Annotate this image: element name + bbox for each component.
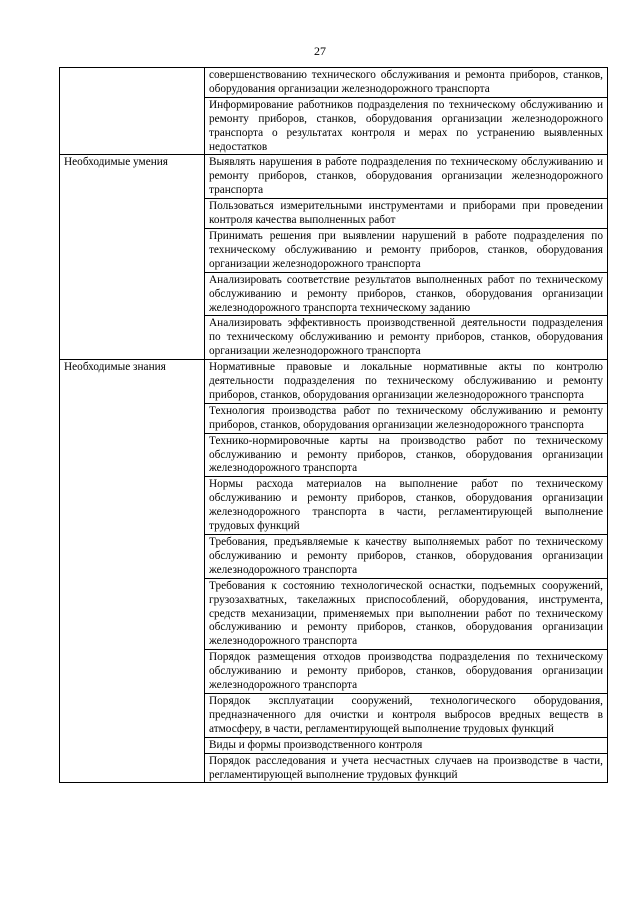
section-item: Выявлять нарушения в работе подразделения по техническому обслуживанию и ремонту приборов, станков, оборудования организации железнодорожного транспорта <box>205 155 608 199</box>
table-row <box>60 155 608 199</box>
section-item: Порядок расследования и учета несчастных случаев на производстве в части, регламентирующей выполнение трудовых функций <box>205 753 608 783</box>
table-body <box>60 68 608 783</box>
section-item: Нормы расхода материалов на выполнение работ по техническому обслуживанию и ремонту приборов, станков, оборудования организации железнодорожного транспорта в части, регламентирующей выполнение трудовых функций <box>205 477 608 535</box>
section-item: Виды и формы производственного контроля <box>205 737 608 753</box>
section-item: Требования, предъявляемые к качеству выполняемых работ по техническому обслуживанию и ремонту приборов, станков, оборудования организации железнодорожного транспорта <box>205 535 608 579</box>
section-item: Требования к состоянию технологической оснастки, подъемных сооружений, грузозахватных, такелажных приспособлений, оборудования, инструмента, средств механизации, применяемых при выполнении работ по техническому обслуживанию и ремонту приборов, станков, оборудования организации железнодорожного транспорта <box>205 578 608 650</box>
table-row <box>60 68 608 98</box>
section-item: Порядок размещения отходов производства подразделения по техническому обслуживанию и ремонту приборов, станков, оборудования организации железнодорожного транспорта <box>205 650 608 694</box>
section-item: Порядок эксплуатации сооружений, технологического оборудования, предназначенного для очистки и контроля выбросов вредных веществ в атмосферу, в части, регламентирующей выполнение трудовых функций <box>205 693 608 737</box>
section-item: Пользоваться измерительными инструментами и приборами при проведении контроля качества выполненных работ <box>205 199 608 229</box>
section-item: совершенствованию технического обслуживания и ремонта приборов, станков, оборудования организации железнодорожного транспорта <box>205 68 608 98</box>
section-item: Технология производства работ по техническому обслуживанию и ремонту приборов, станков, оборудования организации железнодорожного транспорта <box>205 403 608 433</box>
section-label: Необходимые умения <box>60 155 205 360</box>
section-label <box>60 68 205 155</box>
section-item: Информирование работников подразделения по техническому обслуживанию и ремонту приборов, станков, оборудования организации железнодорожного транспорта о результатах контроля и мерах по устранению выявленных недостатков <box>205 97 608 155</box>
section-item: Анализировать эффективность производственной деятельности подразделения по техническому обслуживанию и ремонту приборов, станков, оборудования организации железнодорожного транспорта <box>205 316 608 360</box>
section-label: Необходимые знания <box>60 360 205 783</box>
section-item: Принимать решения при выявлении нарушений в работе подразделения по техническому обслуживанию и ремонту приборов, станков, оборудования организации железнодорожного транспорта <box>205 228 608 272</box>
table-row <box>60 360 608 404</box>
section-item: Нормативные правовые и локальные нормативные акты по контролю деятельности подразделения по техническому обслуживанию и ремонту приборов, станков, оборудования организации железнодорожного транспорта <box>205 360 608 404</box>
section-item: Анализировать соответствие результатов выполненных работ по техническому обслуживанию и ремонту приборов, станков, оборудования организации железнодорожного транспорта техническому заданию <box>205 272 608 316</box>
page-number: 27 <box>314 44 326 58</box>
section-item: Технико-нормировочные карты на производство работ по техническому обслуживанию и ремонту приборов, станков, оборудования организации железнодорожного транспорта <box>205 433 608 477</box>
requirements-table <box>59 67 608 783</box>
